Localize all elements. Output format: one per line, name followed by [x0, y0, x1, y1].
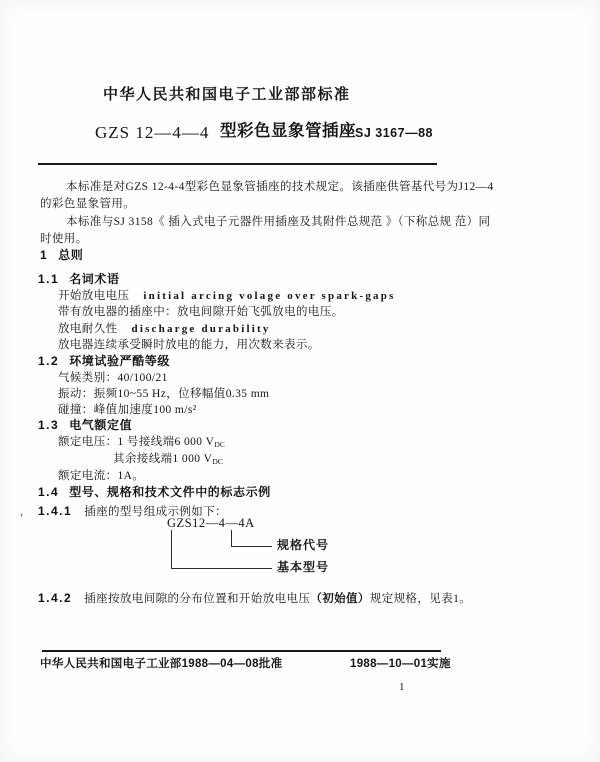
section-1-4-heading: [38, 486, 271, 500]
scan-artifact-mark: ,: [20, 504, 23, 518]
section-1-4-2-text-pre: 插座按放电间隙的分布位置和开始放电电压: [84, 593, 311, 605]
term-1-english: initial arcing volage over spark-gaps: [143, 290, 396, 302]
term-2-definition: 放电器连续承受瞬时放电的能力，用次数来表示。: [58, 339, 320, 351]
section-1-3-number: 1.3: [38, 418, 60, 432]
section-1-4-2-row: [38, 589, 471, 607]
term-1-chinese: 开始放电电压: [58, 290, 130, 302]
rated-current-line: 额定电流：1A。: [58, 470, 145, 482]
page-number: 1: [399, 681, 405, 693]
intro-line-2: 的彩色显象管用。: [40, 198, 136, 210]
title-model-code: GZS 12—4—4: [95, 123, 210, 142]
section-1-2-heading: [38, 355, 170, 369]
diagram-leader-horizontal-spec: [231, 546, 272, 547]
term-2-english: discharge durability: [131, 323, 271, 335]
diagram-label-spec-code: 规格代号: [277, 538, 330, 552]
intro-line-1: 本标准是对GZS 12-4-4型彩色显象管插座的技术规定。该插座供管基代号为J12—4: [66, 181, 494, 193]
section-1-4-2-text-post: 规定规格，见表1。: [369, 593, 472, 605]
diagram-label-basic-model: 基本型号: [277, 560, 330, 574]
section-1-heading: [40, 249, 83, 263]
section-1-4-number: 1.4: [38, 485, 60, 499]
rated-voltage-2-text: 其余接线端1 000 V: [113, 453, 213, 465]
section-1-1-title: 名词术语: [69, 272, 120, 286]
bump-line: 碰撞：峰值加速度100 m/s²: [58, 404, 197, 416]
rated-voltage-2-subscript: DC: [212, 457, 223, 466]
section-1-3-heading: [38, 419, 132, 433]
section-1-title: 总则: [58, 248, 84, 262]
approval-date-text: 中华人民共和国电子工业部1988—04—08批准: [40, 658, 283, 670]
diagram-leader-vertical-basic: [171, 530, 172, 569]
section-1-4-2-text-bold: （初始值）: [310, 593, 370, 605]
intro-line-3: 本标准与SJ 3158《 插入式电子元器件用插座及其附件总规范 》（下称总规 范）同: [66, 216, 491, 228]
intro-line-4: 时使用。: [40, 233, 88, 245]
section-1-1-number: 1.1: [38, 272, 60, 286]
rated-voltage-1-text: 额定电压：1 号接线端6 000 V: [58, 436, 215, 448]
rated-voltage-line-1: [58, 436, 225, 450]
rated-voltage-1-subscript: DC: [214, 440, 225, 449]
term-2-row: [58, 323, 271, 336]
standard-number: SJ 3167—88: [355, 126, 433, 140]
section-1-2-title: 环境试验严酷等级: [69, 354, 170, 368]
ministry-standard-label: 中华人民共和国电子工业部部标准: [103, 86, 351, 103]
header-divider-rule: [38, 163, 437, 165]
section-1-2-number: 1.2: [38, 354, 60, 368]
diagram-model-code: GZS12—4—4A: [167, 516, 255, 530]
diagram-leader-horizontal-basic: [171, 568, 272, 569]
footer-divider-rule: [42, 650, 441, 652]
section-1-number: 1: [40, 248, 49, 262]
climate-category-line: 气候类别：40/100/21: [58, 372, 168, 384]
title-product-name: 型彩色显象管插座: [220, 122, 356, 140]
term-1-row: [58, 290, 396, 303]
vibration-line: 振动：振频10~55 Hz，位移幅值0.35 mm: [58, 388, 270, 400]
term-1-definition: 带有放电器的插座中：放电间隙开始飞弧放电的电压。: [58, 306, 344, 318]
section-1-4-1-number: 1.4.1: [38, 504, 73, 518]
rated-voltage-line-2: [113, 453, 223, 467]
term-2-chinese: 放电耐久性: [58, 323, 118, 335]
section-1-1-heading: [38, 273, 120, 287]
section-1-3-title: 电气额定值: [69, 418, 133, 432]
section-1-4-title: 型号、规格和技术文件中的标志示例: [69, 485, 271, 499]
implementation-date-text: 1988—10—01实施: [350, 658, 451, 670]
section-1-4-2-number: 1.4.2: [38, 591, 73, 605]
diagram-leader-vertical-spec: [231, 530, 232, 547]
section-1-4-1-text: 插座的型号组成示例如下：: [84, 506, 228, 518]
